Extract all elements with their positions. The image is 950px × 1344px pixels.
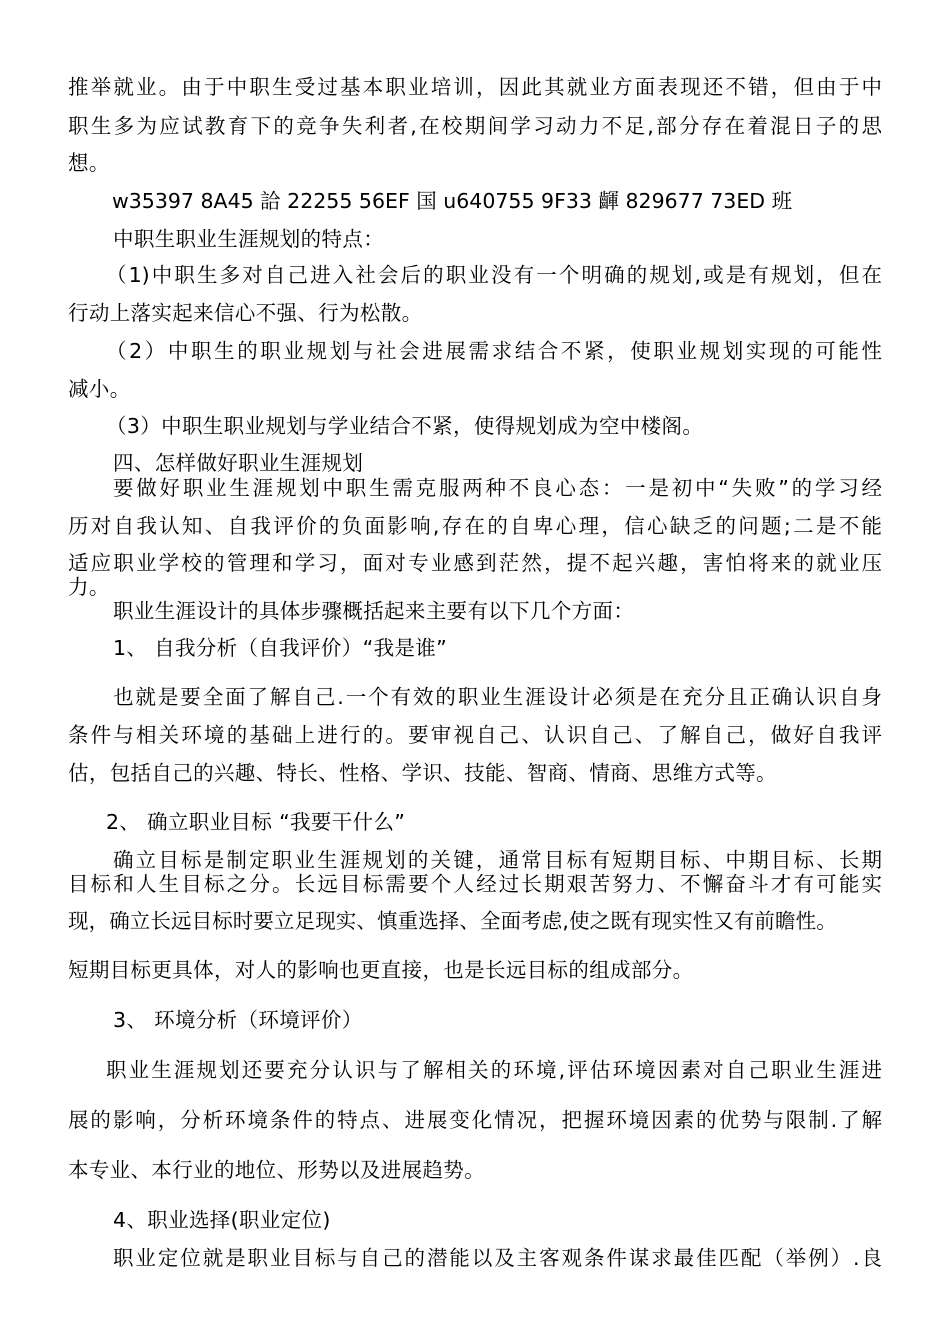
paragraph-line: 职业生涯规划还要充分认识与了解相关的环境,评估环境因素对自己职业生涯进 (106, 1058, 882, 1082)
paragraph-line: 要做好职业生涯规划中职生需克服两种不良心态：一是初中“失败”的学习经 (113, 476, 882, 500)
paragraph-line: 估，包括自己的兴趣、特长、性格、学识、技能、智商、情商、思维方式等。 (68, 761, 777, 785)
paragraph-line: 历对自我认知、自我评价的负面影响,存在的自卑心理，信心缺乏的问题;二是不能 (68, 514, 882, 538)
paragraph-line: 也就是要全面了解自己.一个有效的职业生涯设计必须是在充分且正确认识自身 (113, 685, 882, 709)
step-heading-3: 3、 环境分析（环境评价） (113, 1008, 363, 1032)
section-heading: 四、怎样做好职业生涯规划 (113, 451, 364, 475)
paragraph-line: 目标和人生目标之分。长远目标需要个人经过长期艰苦努力、不懈奋斗才有可能实 (68, 872, 882, 896)
paragraph-line: 短期目标更具体，对人的影响也更直接，也是长远目标的组成部分。 (68, 958, 694, 982)
paragraph-line: 条件与相关环境的基础上进行的。要审视自己、认识自己、了解自己，做好自我评 (68, 723, 882, 747)
list-item-2: （2）中职生的职业规划与社会进展需求结合不紧，使职业规划实现的可能性 (106, 339, 882, 363)
paragraph-line: 本专业、本行业的地位、形势以及进展趋势。 (68, 1158, 485, 1182)
paragraph-line: 减小。 (68, 377, 131, 401)
paragraph-line: 职生多为应试教育下的竞争失利者,在校期间学习动力不足,部分存在着混日子的思 (68, 114, 882, 138)
paragraph-line: 想。 (68, 151, 110, 175)
paragraph-line: 展的影响，分析环境条件的特点、进展变化情况，把握环境因素的优势与限制.了解 (68, 1108, 882, 1132)
step-heading-1: 1、 自我分析（自我评价）“我是谁” (113, 636, 448, 660)
paragraph-line: 职业定位就是职业目标与自己的潜能以及主客观条件谋求最佳匹配（举例）.良 (113, 1246, 882, 1270)
paragraph-line: 行动上落实起来信心不强、行为松散。 (68, 301, 423, 325)
paragraph-line: 现，确立长远目标时要立足现实、慎重选择、全面考虑,使之既有现实性又有前瞻性。 (68, 909, 837, 933)
paragraph-line: 力。 (68, 575, 110, 599)
paragraph-line: 确立目标是制定职业生涯规划的关键，通常目标有短期目标、中期目标、长期 (113, 848, 882, 872)
step-heading-4: 4、职业选择(职业定位) (113, 1208, 331, 1232)
paragraph-line: 适应职业学校的管理和学习，面对专业感到茫然，提不起兴趣，害怕将来的就业压 (68, 551, 882, 575)
garbled-code-line: w35397 8A45 詥 22255 56EF 国 u640755 9F33 齳 829677 73ED 班 (112, 189, 793, 213)
list-item-1: （1)中职生多对自己进入社会后的职业没有一个明确的规划,或是有规划，但在 (106, 263, 882, 287)
section-heading: 中职生职业生涯规划的特点： (113, 227, 385, 251)
paragraph-line: 职业生涯设计的具体步骤概括起来主要有以下几个方面： (113, 599, 635, 623)
list-item-3: （3）中职生职业规划与学业结合不紧，使得规划成为空中楼阁。 (106, 414, 704, 438)
step-heading-2: 2、 确立职业目标 “我要干什么” (106, 810, 406, 834)
paragraph-line: 推举就业。由于中职生受过基本职业培训，因此其就业方面表现还不错，但由于中 (68, 75, 882, 99)
